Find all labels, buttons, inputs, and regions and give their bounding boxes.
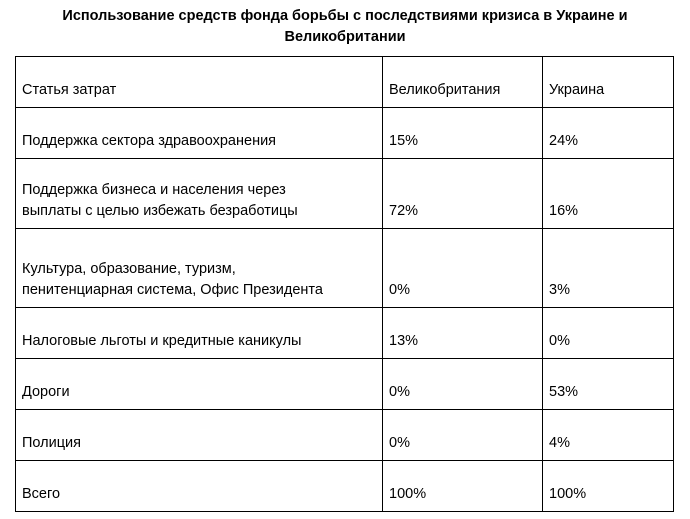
cost-item-cell (16, 359, 383, 410)
cost-item-text: Налоговые льготы и кредитные каникулы (22, 333, 302, 349)
title-line-2: Великобритании (284, 29, 406, 45)
ua-value-cell: 3% (543, 229, 674, 308)
cost-item-cell (16, 308, 383, 359)
table-row (16, 359, 674, 410)
cost-item-text: Всего (22, 486, 61, 502)
document-title (0, 6, 690, 48)
title-line-1: Использование средств фонда борьбы с последствиями кризиса в Украине и (62, 8, 628, 24)
cost-item-text: Культура, образование, туризм, (22, 261, 236, 277)
cost-item-text: Поддержка бизнеса и населения через (22, 182, 286, 198)
ua-value-cell: 0% (543, 308, 674, 359)
header-uk: Великобритания (383, 57, 543, 108)
header-cost-item: Статья затрат (16, 57, 383, 108)
ua-value-cell: 100% (543, 461, 674, 512)
uk-value-cell: 0% (383, 359, 543, 410)
cost-item-cell (16, 410, 383, 461)
cost-item-cell (16, 159, 383, 229)
table-header-row (16, 57, 674, 108)
cost-item-cell (16, 229, 383, 308)
cost-item-text: Полиция (22, 435, 81, 451)
table-row (16, 229, 674, 308)
uk-value-cell: 15% (383, 108, 543, 159)
header-ua: Украина (543, 57, 674, 108)
table-row-total (16, 461, 674, 512)
table-row (16, 108, 674, 159)
ua-value-cell: 24% (543, 108, 674, 159)
table-row (16, 159, 674, 229)
cost-item-cell (16, 108, 383, 159)
ua-value-cell: 16% (543, 159, 674, 229)
ua-value-cell: 53% (543, 359, 674, 410)
cost-item-cell (16, 461, 383, 512)
table-row (16, 308, 674, 359)
table-row (16, 410, 674, 461)
cost-item-text: Поддержка сектора здравоохранения (22, 133, 277, 149)
ua-value-cell: 4% (543, 410, 674, 461)
uk-value-cell: 72% (383, 159, 543, 229)
uk-value-cell: 0% (383, 229, 543, 308)
uk-value-cell: 100% (383, 461, 543, 512)
cost-table (15, 56, 674, 512)
uk-value-cell: 0% (383, 410, 543, 461)
cost-item-text: пенитенциарная система, Офис Президента (22, 282, 323, 298)
cost-item-text: выплаты с целью избежать безработицы (22, 203, 298, 219)
cost-item-text: Дороги (22, 384, 70, 400)
uk-value-cell: 13% (383, 308, 543, 359)
